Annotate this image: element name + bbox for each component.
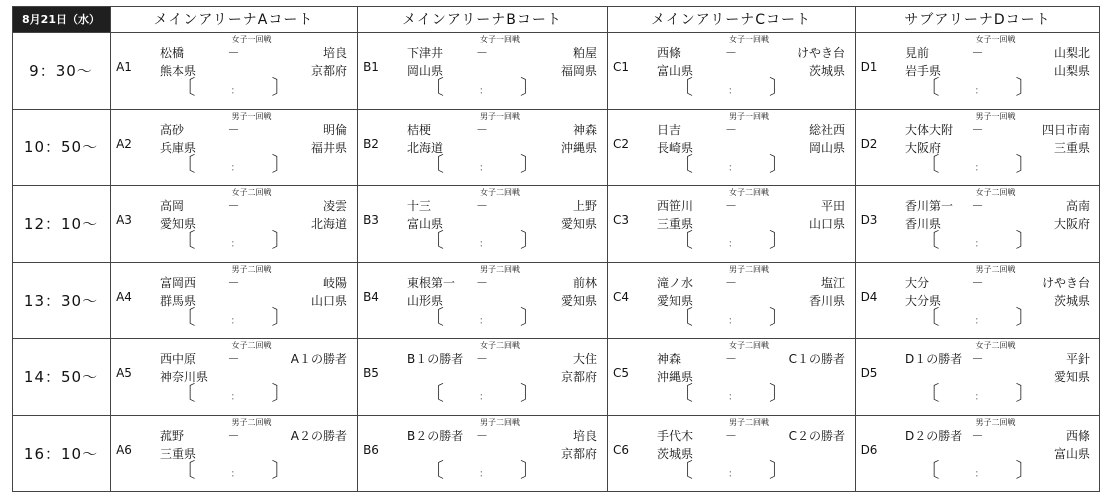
team-right-name: 培良 [322,46,347,60]
team-left-prefecture: 沖縄県 [657,370,694,385]
team-right-name: A１の勝者 [290,352,347,367]
team-right-prefecture: 岡山県 [808,140,845,155]
border-bottom [12,491,1100,492]
score-bracket-open: 〔 [175,381,196,406]
score-bracket-close: 〕 [520,75,540,99]
time-slot: 9：30～ [29,61,93,80]
border-right [1099,6,1100,492]
team-left-name: 十三 [407,199,432,214]
time-slot: 16：10～ [23,444,99,463]
team-right-name: 高南 [1065,199,1090,214]
team-right-name: 粕屋 [572,46,597,60]
score-separator: ： [974,469,985,480]
team-left-name: 西中原 [160,352,197,367]
score-separator: ： [728,392,738,404]
team-left-name: 日吉 [657,122,682,137]
score-separator: ： [728,162,738,174]
column-divider [855,6,856,492]
score-separator: ： [728,86,738,97]
score-bracket-open: 〔 [175,304,196,329]
versus-dash: － [475,429,488,443]
score-bracket-close: 〕 [1015,304,1036,329]
score-bracket-close: 〕 [769,75,789,99]
match-code: B1 [363,60,379,74]
score-separator: ： [974,392,985,404]
versus-dash: － [724,275,737,290]
team-left-prefecture: 茨城県 [657,447,694,461]
team-right-prefecture: 福井県 [310,140,347,155]
score-bracket-open: 〔 [919,381,940,406]
score-separator: ： [230,392,241,404]
round-label: 女子一回戦 [729,35,769,44]
team-left-prefecture: 兵庫県 [160,140,197,155]
versus-dash: － [475,46,488,60]
score-bracket-open: 〔 [424,228,444,253]
team-right-prefecture: 三重県 [1053,140,1090,155]
team-left-name: 手代木 [657,429,694,443]
versus-dash: － [227,199,240,214]
team-right-name: 岐陽 [322,275,347,290]
score-bracket-close: 〕 [1015,228,1036,253]
versus-dash: － [475,199,488,214]
header-divider [12,32,1100,33]
score-separator: ： [230,86,241,97]
score-bracket-close: 〕 [1015,151,1036,176]
versus-dash: － [724,46,737,60]
versus-dash: － [227,275,240,290]
team-right-name: けやき台 [1041,275,1090,290]
match-code: C2 [612,136,629,151]
versus-dash: － [971,275,984,290]
match-code: A5 [116,366,132,381]
score-separator: ： [974,239,985,251]
score-separator: ： [230,469,241,480]
versus-dash: － [475,352,488,367]
team-right-name: A２の勝者 [290,429,347,443]
team-right-prefecture: 富山県 [1053,447,1090,461]
team-right-name: 凌雲 [322,199,347,214]
score-bracket-open: 〔 [175,151,196,176]
team-right-prefecture: 山梨県 [1053,64,1090,78]
team-right-prefecture: 京都府 [310,64,347,78]
match-code: D5 [860,366,878,381]
time-slot: 12：10～ [23,214,99,233]
score-bracket-open: 〔 [919,458,940,482]
round-label: 男子二回戦 [231,418,272,427]
team-left-prefecture: 富山県 [657,64,694,78]
score-bracket-close: 〕 [271,151,292,176]
match-code: A1 [116,60,132,74]
versus-dash: － [971,122,984,137]
team-right-prefecture: 香川県 [808,293,845,308]
round-label: 男子二回戦 [231,264,272,274]
team-right-name: けやき台 [796,46,845,60]
team-left-prefecture: 岩手県 [905,64,942,78]
team-right-prefecture: 愛知県 [560,293,597,308]
team-left-name: 滝ノ水 [657,275,694,290]
score-bracket-open: 〔 [424,381,444,406]
round-label: 女子二回戦 [480,341,520,351]
team-left-name: 見前 [905,46,930,60]
score-separator: ： [974,86,985,97]
score-bracket-close: 〕 [769,458,789,482]
team-right-prefecture: 茨城県 [808,64,845,78]
score-bracket-close: 〕 [520,304,540,329]
team-left-name: 桔梗 [407,122,432,137]
team-right-name: 培良 [572,429,597,443]
versus-dash: － [227,352,240,367]
team-left-prefecture: 三重県 [160,447,197,461]
score-bracket-open: 〔 [424,75,444,99]
score-bracket-close: 〕 [769,304,789,329]
column-divider [357,6,358,492]
match-code: C1 [612,60,629,74]
row-divider [12,262,1100,263]
team-right-prefecture: 山口県 [808,217,845,232]
round-label: 男子一回戦 [975,111,1016,121]
match-code: D3 [860,213,878,228]
match-code: A4 [116,289,132,304]
score-bracket-close: 〕 [1015,381,1036,406]
team-right-name: 山梨北 [1053,46,1090,60]
team-left-prefecture: 山形県 [407,293,444,308]
team-left-name: 高砂 [160,122,185,137]
team-right-name: 神森 [572,122,597,137]
team-left-prefecture: 熊本県 [160,64,197,78]
score-bracket-open: 〔 [919,304,940,329]
versus-dash: － [475,275,488,290]
score-bracket-close: 〕 [520,458,540,482]
team-left-prefecture: 長崎県 [657,140,694,155]
versus-dash: － [971,46,984,60]
score-separator: ： [479,86,489,97]
score-bracket-open: 〔 [673,381,693,406]
team-left-prefecture: 大分県 [905,293,942,308]
match-code: B2 [363,136,379,151]
round-label: 女子二回戦 [231,188,272,198]
row-divider [12,338,1100,339]
round-label: 女子二回戦 [975,188,1016,198]
score-bracket-close: 〕 [769,151,789,176]
versus-dash: － [724,199,737,214]
match-code: A6 [116,443,132,457]
column-divider [607,6,608,492]
score-bracket-open: 〔 [919,228,940,253]
versus-dash: － [227,122,240,137]
score-bracket-close: 〕 [271,458,292,482]
team-right-name: 前林 [572,275,597,290]
team-right-name: 四日市南 [1041,122,1090,137]
match-code: A3 [116,213,132,228]
match-code: D6 [860,443,878,457]
team-right-prefecture: 北海道 [310,217,347,232]
match-code: C4 [612,289,629,304]
score-bracket-open: 〔 [175,75,196,99]
score-bracket-open: 〔 [424,151,444,176]
score-separator: ： [230,315,241,327]
match-code: C3 [612,213,629,228]
score-bracket-open: 〔 [673,304,693,329]
row-divider [12,415,1100,416]
team-left-name: 高岡 [160,199,185,214]
versus-dash: － [724,429,737,443]
versus-dash: － [971,199,984,214]
versus-dash: － [971,429,984,443]
match-code: B5 [363,366,379,381]
team-left-prefecture: 神奈川県 [160,370,209,385]
versus-dash: － [227,429,240,443]
versus-dash: － [724,352,737,367]
round-label: 女子二回戦 [480,188,520,198]
score-separator: ： [479,315,489,327]
score-bracket-open: 〔 [919,151,940,176]
team-right-name: 総社西 [808,122,845,137]
team-left-prefecture: 富山県 [407,217,444,232]
score-bracket-close: 〕 [271,75,292,99]
team-left-prefecture: 北海道 [407,140,444,155]
team-left-prefecture: 群馬県 [160,293,197,308]
round-label: 女子一回戦 [480,35,520,44]
team-right-name: C１の勝者 [788,352,845,367]
team-left-name: 大体大附 [905,122,954,137]
team-right-name: 平針 [1065,352,1090,367]
score-bracket-close: 〕 [271,381,292,406]
match-code: C6 [612,443,629,457]
team-right-prefecture: 愛知県 [1053,370,1090,385]
round-label: 女子二回戦 [729,341,769,351]
court-header: メインアリーナAコート [153,12,314,28]
round-label: 男子一回戦 [480,111,520,121]
team-left-prefecture: 岡山県 [407,64,444,78]
score-bracket-close: 〕 [520,228,540,253]
round-label: 女子一回戦 [975,35,1016,44]
versus-dash: － [724,122,737,137]
team-right-name: 上野 [572,199,597,214]
schedule-table [12,6,1100,492]
round-label: 女子二回戦 [975,341,1016,351]
team-left-name: 大分 [905,275,930,290]
column-divider [110,6,111,492]
team-right-prefecture: 沖縄県 [560,140,597,155]
score-separator: ： [728,469,738,480]
court-header: サブアリーナDコート [904,12,1051,28]
score-separator: ： [479,162,489,174]
team-left-name: 西笹川 [657,199,694,214]
score-separator: ： [479,392,489,404]
round-label: 女子二回戦 [231,341,272,351]
round-label: 男子一回戦 [231,111,272,121]
team-right-prefecture: 茨城県 [1053,293,1090,308]
team-right-prefecture: 大阪府 [1053,217,1090,232]
score-bracket-close: 〕 [271,228,292,253]
match-code: C5 [612,366,629,381]
team-right-name: 明倫 [322,122,347,137]
score-bracket-open: 〔 [673,151,693,176]
score-bracket-close: 〕 [1015,75,1036,99]
round-label: 男子二回戦 [729,264,769,274]
match-code: D2 [860,136,878,151]
time-slot: 14：50～ [23,368,99,387]
team-right-name: 大住 [572,352,597,367]
match-code: D4 [860,289,878,304]
team-left-name: B１の勝者 [407,352,464,367]
score-bracket-open: 〔 [424,304,444,329]
round-label: 男子二回戦 [975,418,1016,427]
team-right-name: 平田 [820,199,845,214]
score-bracket-open: 〔 [424,458,444,482]
team-left-name: 松橋 [160,46,185,60]
team-left-prefecture: 愛知県 [160,217,197,232]
score-separator: ： [479,469,489,480]
row-divider [12,185,1100,186]
match-code: A2 [116,136,132,151]
score-bracket-close: 〕 [520,381,540,406]
team-left-name: 富岡西 [160,275,197,290]
score-separator: ： [230,239,241,251]
team-left-name: 菰野 [160,429,185,443]
team-left-prefecture: 三重県 [657,217,694,232]
versus-dash: － [475,122,488,137]
round-label: 男子二回戦 [729,418,769,427]
match-code: B4 [363,289,379,304]
team-left-name: 神森 [657,352,682,367]
team-right-name: 西條 [1065,429,1090,443]
score-separator: ： [974,315,985,327]
versus-dash: － [227,46,240,60]
round-label: 男子二回戦 [975,264,1016,274]
score-separator: ： [479,239,489,251]
match-code: D1 [860,60,878,74]
score-separator: ： [974,162,985,174]
court-header: メインアリーナCコート [651,12,811,28]
team-right-name: C２の勝者 [788,429,845,443]
team-left-prefecture: 大阪府 [905,140,942,155]
round-label: 男子一回戦 [729,111,769,121]
team-left-name: 東根第一 [407,275,456,290]
team-right-prefecture: 京都府 [560,447,597,461]
team-left-name: 香川第一 [905,199,954,214]
score-bracket-open: 〔 [175,458,196,482]
team-left-prefecture: 香川県 [905,217,942,232]
score-bracket-close: 〕 [271,304,292,329]
round-label: 女子二回戦 [729,188,769,198]
team-left-name: 西條 [657,46,682,60]
team-left-name: D２の勝者 [905,429,963,443]
team-left-name: 下津井 [407,46,444,60]
score-bracket-close: 〕 [1015,458,1036,482]
score-separator: ： [728,315,738,327]
court-header: メインアリーナBコート [402,12,562,28]
score-bracket-close: 〕 [769,228,789,253]
score-bracket-open: 〔 [919,75,940,99]
team-right-prefecture: 京都府 [560,370,597,385]
score-bracket-open: 〔 [673,228,693,253]
time-slot: 10：50～ [23,138,99,157]
score-bracket-open: 〔 [673,75,693,99]
score-bracket-close: 〕 [769,381,789,406]
team-right-name: 塩江 [820,275,845,290]
team-left-name: B２の勝者 [407,429,464,443]
date-label: 8月21日（水） [12,6,110,32]
team-left-name: D１の勝者 [905,352,963,367]
team-right-prefecture: 愛知県 [560,217,597,232]
match-code: B6 [363,443,379,457]
team-left-prefecture: 愛知県 [657,293,694,308]
score-separator: ： [728,239,738,251]
round-label: 男子二回戦 [480,418,520,427]
team-right-prefecture: 福岡県 [560,64,597,78]
round-label: 女子一回戦 [231,35,272,44]
score-separator: ： [230,162,241,174]
row-divider [12,109,1100,110]
border-top [12,6,1100,7]
versus-dash: － [971,352,984,367]
score-bracket-open: 〔 [673,458,693,482]
time-slot: 13：30～ [23,291,99,310]
team-right-prefecture: 山口県 [310,293,347,308]
score-bracket-open: 〔 [175,228,196,253]
score-bracket-close: 〕 [520,151,540,176]
round-label: 男子二回戦 [480,264,520,274]
match-code: B3 [363,213,379,228]
